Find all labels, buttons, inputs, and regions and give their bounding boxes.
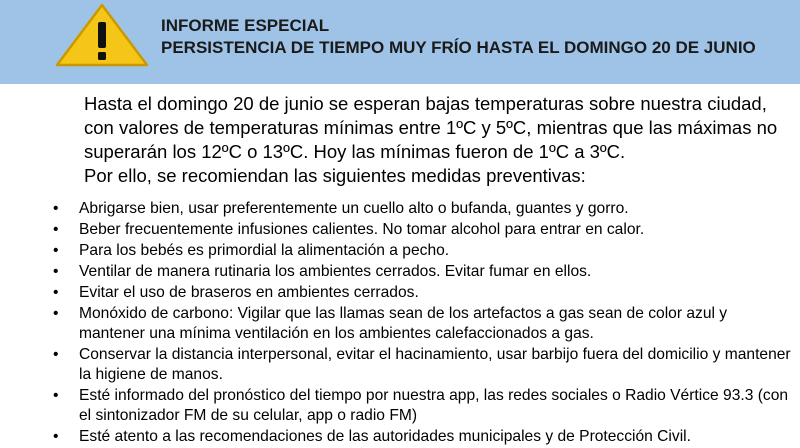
- banner-title: [161, 15, 756, 59]
- report-label: INFORME ESPECIAL: [161, 16, 330, 35]
- bullet-icon: •: [53, 200, 59, 217]
- bullet-icon: •: [53, 263, 59, 280]
- bullet-icon: •: [53, 242, 59, 259]
- measure-text: Esté informado del pronóstico del tiempo por nuestra app, las redes sociales o Radio Vértice 93.3 (con el sintonizador FM de su celular, app o radio FM): [79, 387, 789, 424]
- list-item: [52, 199, 792, 219]
- bullet-icon: •: [53, 428, 59, 445]
- measure-text: Conservar la distancia interpersonal, evitar el hacinamiento, usar barbijo fuera del domicilio y mantener la higiene de manos.: [79, 346, 791, 383]
- list-item: [52, 386, 792, 426]
- bullet-icon: •: [53, 284, 59, 301]
- intro-text: [84, 92, 784, 188]
- list-item: [52, 241, 792, 261]
- bullet-icon: •: [53, 221, 59, 238]
- intro-lead: Por ello, se recomiendan las siguientes medidas preventivas:: [84, 165, 586, 186]
- measure-text: Esté atento a las recomendaciones de las autoridades municipales y de Protección Civil.: [79, 428, 691, 445]
- preventive-measures-list: [52, 199, 792, 448]
- measure-text: Evitar el uso de braseros en ambientes cerrados.: [79, 284, 419, 301]
- list-item: [52, 262, 792, 282]
- list-item: [52, 304, 792, 344]
- measure-text: Para los bebés es primordial la alimentación a pecho.: [79, 242, 450, 259]
- list-item: [52, 345, 792, 385]
- list-item: [52, 283, 792, 303]
- measure-text: Abrigarse bien, usar preferentemente un cuello alto o bufanda, guantes y gorro.: [79, 200, 629, 217]
- report-headline: PERSISTENCIA DE TIEMPO MUY FRÍO HASTA EL DOMINGO 20 DE JUNIO: [161, 38, 756, 57]
- list-item: [52, 220, 792, 240]
- list-item: [52, 427, 792, 447]
- measure-text: Ventilar de manera rutinaria los ambientes cerrados. Evitar fumar en ellos.: [79, 263, 592, 280]
- header-banner: [0, 0, 800, 84]
- intro-paragraph: Hasta el domingo 20 de junio se esperan bajas temperaturas sobre nuestra ciudad, con valores de temperaturas mínimas entre 1ºC y 5ºC, mientras que las máximas no superarán los 12ºC o 13ºC. Hoy las mínimas fueron de 1ºC a 3ºC.: [84, 93, 778, 162]
- bullet-icon: •: [53, 387, 59, 404]
- warning-triangle-icon: [52, 2, 152, 68]
- bullet-icon: •: [53, 305, 59, 322]
- measure-text: Monóxido de carbono: Vigilar que las llamas sean de los artefactos a gas sean de color azul y mantener una mínima ventilación en los ambientes calefaccionados a gas.: [79, 305, 728, 342]
- bullet-icon: •: [53, 346, 59, 363]
- measure-text: Beber frecuentemente infusiones calientes. No tomar alcohol para entrar en calor.: [79, 221, 645, 238]
